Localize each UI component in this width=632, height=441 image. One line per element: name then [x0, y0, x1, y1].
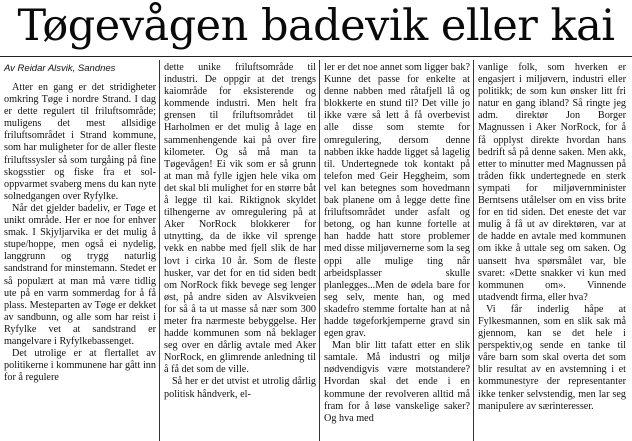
- paragraph: vanlige folk, som hverken er engasjert i miljøvern, industri eller politikk; de som kun ønsker litt fri natur en gang ibland? Så ringte jeg adm. direktør Jon Borger Magnussen i Aker NorRock, for å få opplyst direkte hvordan hans bedrift så på denne saken. Men akk, etter to minutter med Magnussen på tråden fikk undertegnede en sterk sympati for miljøvernminister Berntsens utålelser om en viss brite for en tid siden. Det eneste det var mulig å få ut av direktøren, var at de hadde en avtale med kommunen om ikke å uttale seg om saken. Og uansett hva spørsmålet var, ble svaret: «Dette snakker vi kun med kommunen om». Vinnende utadvendt firma, eller hva?: [478, 62, 626, 303]
- paragraph: Vi får inderlig håpe at Fylkesmannen, som en slik sak må gjennom, kan se det hele i perspektiv,og sende en tanke til våre barn som skal overta det som blir resultat av en avstemning i et kommunestyre der representanter ikke tenker selvstendig, men lar seg manipulere av særinteresser.: [478, 303, 626, 412]
- paragraph: Når det gjelder badeliv, er Tøge et unikt område. Her er noe for enhver smak. I Skjyljarvika er det mulig å stupe/hoppe, men også ei nydelig, langgrunn og trygg naturlig sandstrand for minstemann. Stedet er så populært at man må være tidlig ute på en varm sommerdag for å få plass. Mesteparten av Tøge er dekket av sandbunn, og alle som har reist i Ryfylke vet at sandstrand er mangelvare i Ryfylkebassenget.: [4, 202, 156, 347]
- paragraph: Det utrolige er at flertallet av politikerne i kommunene har gått inn for å regulere: [4, 348, 156, 384]
- paragraph: Man blir litt tafatt etter en slik samtale. Må industri og miljø nødvendigvis være motstandere? Hvordan skal det ende i en kommune der revolveren alltid må fram for å løse vanskelige saker? Og hva med: [324, 340, 470, 424]
- column-divider: [473, 60, 474, 441]
- paragraph: Så her er det utvist et utrolig dårlig politisk håndverk, el-: [164, 376, 316, 400]
- article-column-3: [324, 62, 470, 441]
- article-column-2: [164, 62, 316, 441]
- headline-rule: [0, 56, 632, 57]
- article-column-1: [4, 82, 156, 441]
- column-divider: [159, 60, 160, 441]
- article-byline: Av Reidar Alsvik, Sandnes: [4, 63, 116, 74]
- article-column-4: [478, 62, 626, 441]
- paragraph: ler er det noe annet som ligger bak? Kunne det passe for enkelte at denne nabben med råtafjell lå og blokkerte en stund til? Det ville jo ikke være så lett å få overbevist alle disse som stemte for omregulering, dersom denne nabben ikke hadde ligget så lagelig til. Undertegnede tok kontakt på telefon med Geir Heggheim, som vel kan betegnes som hovedmann bak planene om å legge dette fine friluftsområdet under asfalt og betong, og han kunne fortelle at han hadde hatt store problemer med disse miljøvernerne som la seg oppi alle mulige ting når arbeidsplasser skulle planlegges...Men de ødela bare for seg selv, mente han, og med skadefro stemme fortalte han at nå hadde tøgeforkjemperne gravd sin egen grav.: [324, 62, 470, 340]
- column-divider: [319, 60, 320, 441]
- article-headline: Tøgevågen badevik eller kai: [17, 1, 615, 51]
- paragraph: Atter en gang er det stridigheter omkring Tøge i nordre Strand. I dag er dette regulert til friluftsområde; muligens det mest allsidige friluftsområdet i Strand kommune, som har muligheter for de aller fleste friluftssysler så som turgåing på fine skogsstier og fiske fra et sol-oppvarmet svaberg mens du kan nyte solnedgangen over Ryfylke.: [4, 82, 156, 202]
- paragraph: dette unike friluftsområde til industri. De oppgir at det trengs kaiområde for eksisterende og kommende industri. Men helt fra grensen til friluftsområdet til Harholmen er det mulig å lage en sammenhengende kai på over fire kilometer. Og så må man ta Tøgevågen! Ei vik som er så grunn at man må fylle igjen hele vika om det skal bli mulighet for en større båt å legge til kai. Riktignok skyldet tilhengerne av omregulering på at Aker NorRock blokkerer for utnytting, da de ikke vil sprenge vekk en nabbe med fjell slik de har lovt i cirka 10 år. Som de fleste husker, var det for en tid siden bedt om NorRock fikk bevege seg lenger øst, på andre siden av Alsvikveien for så å ta ut masse så nær som 300 meter fra nærmeste bebyggelse. Her hadde kommunen som nå beklager seg over en dårlig avtale med Aker NorRock, en glimrende anledning til å få det som de ville.: [164, 62, 316, 376]
